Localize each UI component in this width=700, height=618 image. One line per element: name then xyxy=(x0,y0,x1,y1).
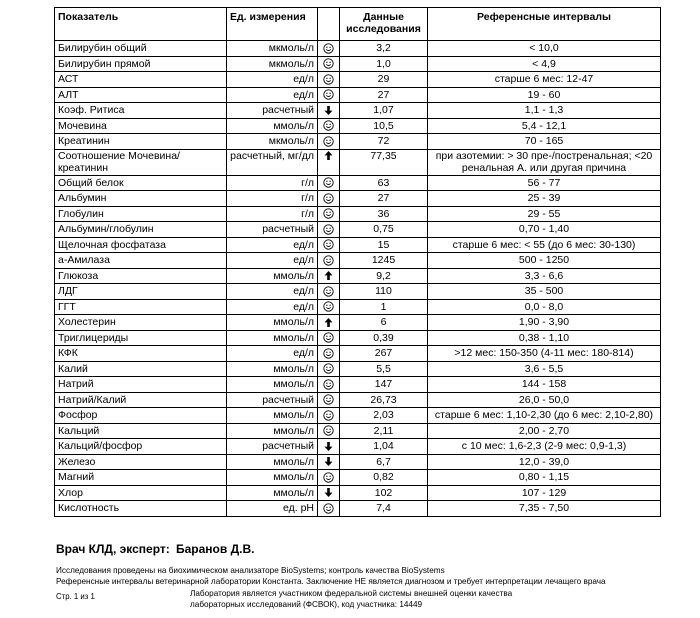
result-value: 9,2 xyxy=(340,268,428,284)
parameter-unit: ммоль/л xyxy=(227,485,318,501)
smile-icon xyxy=(323,425,334,436)
smile-icon xyxy=(323,136,334,147)
parameter-name: Магний xyxy=(55,470,227,486)
parameter-name: Натрий/Калий xyxy=(55,392,227,408)
reference-range: 144 - 158 xyxy=(428,377,661,393)
parameter-unit: ед/л xyxy=(227,284,318,300)
smile-icon xyxy=(323,410,334,421)
table-row xyxy=(55,175,661,191)
parameter-unit: ед/л xyxy=(227,237,318,253)
parameter-name: КФК xyxy=(55,346,227,362)
parameter-name: Калий xyxy=(55,361,227,377)
table-row xyxy=(55,118,661,134)
parameter-name: Фосфор xyxy=(55,408,227,424)
result-value: 2,11 xyxy=(340,423,428,439)
table-row xyxy=(55,72,661,88)
parameter-unit: г/л xyxy=(227,191,318,207)
parameter-unit: расчетный xyxy=(227,392,318,408)
result-value: 1 xyxy=(340,299,428,315)
parameter-unit: ммоль/л xyxy=(227,315,318,331)
parameter-name: Коэф. Ритиса xyxy=(55,103,227,119)
status-cell xyxy=(318,103,340,119)
status-cell xyxy=(318,206,340,222)
parameter-name: ЛДГ xyxy=(55,284,227,300)
parameter-name: Холестерин xyxy=(55,315,227,331)
parameter-unit: ммоль/л xyxy=(227,408,318,424)
parameter-unit: расчетный xyxy=(227,439,318,455)
table-row xyxy=(55,439,661,455)
table-row xyxy=(55,191,661,207)
reference-range: старше 6 мес: 12-47 xyxy=(428,72,661,88)
parameter-name: Натрий xyxy=(55,377,227,393)
reference-range: 107 - 129 xyxy=(428,485,661,501)
lab-accreditation-line2: лабораторных исследований (ФСВОК), код участника: 14449 xyxy=(190,599,423,609)
status-cell xyxy=(318,56,340,72)
status-cell xyxy=(318,408,340,424)
result-value: 27 xyxy=(340,191,428,207)
result-value: 0,82 xyxy=(340,470,428,486)
reference-range: 0,70 - 1,40 xyxy=(428,222,661,238)
reference-range: < 10,0 xyxy=(428,41,661,57)
status-cell xyxy=(318,501,340,517)
status-cell xyxy=(318,118,340,134)
reference-range: старше 6 мес: 1,10-2,30 (до 6 мес: 2,10-2,80) xyxy=(428,408,661,424)
result-value: 102 xyxy=(340,485,428,501)
smile-icon xyxy=(323,379,334,390)
parameter-unit: ед/л xyxy=(227,87,318,103)
status-cell xyxy=(318,268,340,284)
arrow-up-icon xyxy=(323,150,334,161)
table-row xyxy=(55,87,661,103)
result-value: 1,04 xyxy=(340,439,428,455)
result-value: 267 xyxy=(340,346,428,362)
parameter-name: Креатинин xyxy=(55,134,227,150)
reference-range: 29 - 55 xyxy=(428,206,661,222)
status-cell xyxy=(318,191,340,207)
status-cell xyxy=(318,330,340,346)
table-row xyxy=(55,237,661,253)
smile-icon xyxy=(323,58,334,69)
parameter-unit: ммоль/л xyxy=(227,361,318,377)
header-value: Данные исследования xyxy=(340,8,428,41)
parameter-name: Билирубин прямой xyxy=(55,56,227,72)
reference-range: старше 6 мес: < 55 (до 6 мес: 30-130) xyxy=(428,237,661,253)
table-row xyxy=(55,284,661,300)
arrow-down-icon xyxy=(323,456,334,467)
table-row xyxy=(55,149,661,175)
result-value: 5,5 xyxy=(340,361,428,377)
doctor-name: Баранов Д.В. xyxy=(176,542,255,556)
reference-range: 12,0 - 39,0 xyxy=(428,454,661,470)
result-value: 36 xyxy=(340,206,428,222)
arrow-down-icon xyxy=(323,105,334,116)
parameter-unit: ммоль/л xyxy=(227,268,318,284)
result-value: 3,2 xyxy=(340,41,428,57)
reference-range: 1,90 - 3,90 xyxy=(428,315,661,331)
reference-range: 500 - 1250 xyxy=(428,253,661,269)
smile-icon xyxy=(323,503,334,514)
parameter-unit: мкмоль/л xyxy=(227,56,318,72)
status-cell xyxy=(318,41,340,57)
table-row xyxy=(55,56,661,72)
parameter-name: Мочевина xyxy=(55,118,227,134)
parameter-unit: расчетный, мг/дл xyxy=(227,149,318,175)
status-cell xyxy=(318,315,340,331)
header-unit: Ед. измерения xyxy=(227,8,318,41)
status-cell xyxy=(318,299,340,315)
result-value: 1,07 xyxy=(340,103,428,119)
lab-accreditation xyxy=(190,589,512,610)
table-row xyxy=(55,408,661,424)
result-value: 0,39 xyxy=(340,330,428,346)
table-row xyxy=(55,470,661,486)
header-reference: Референсные интервалы xyxy=(428,8,661,41)
status-cell xyxy=(318,222,340,238)
parameter-unit: ед/л xyxy=(227,346,318,362)
status-cell xyxy=(318,237,340,253)
table-row xyxy=(55,423,661,439)
status-cell xyxy=(318,423,340,439)
status-cell xyxy=(318,392,340,408)
status-cell xyxy=(318,134,340,150)
table-row xyxy=(55,377,661,393)
status-cell xyxy=(318,175,340,191)
parameter-name: Кальций/фосфор xyxy=(55,439,227,455)
smile-icon xyxy=(323,208,334,219)
result-value: 7,4 xyxy=(340,501,428,517)
status-cell xyxy=(318,470,340,486)
table-row xyxy=(55,330,661,346)
results-table xyxy=(54,7,661,517)
parameter-name: Общий белок xyxy=(55,175,227,191)
parameter-unit: ед/л xyxy=(227,253,318,269)
parameter-unit: ед/л xyxy=(227,72,318,88)
reference-range: 25 - 39 xyxy=(428,191,661,207)
status-cell xyxy=(318,253,340,269)
parameter-unit: г/л xyxy=(227,175,318,191)
parameter-unit: расчетный xyxy=(227,222,318,238)
parameter-unit: ммоль/л xyxy=(227,423,318,439)
table-row xyxy=(55,134,661,150)
reference-range: при азотемии: > 30 пре-/постренальная; <20 ренальная А. или другая причина xyxy=(428,149,661,175)
reference-range: 2,00 - 2,70 xyxy=(428,423,661,439)
smile-icon xyxy=(323,177,334,188)
smile-icon xyxy=(323,332,334,343)
table-row xyxy=(55,501,661,517)
parameter-unit: ммоль/л xyxy=(227,470,318,486)
result-value: 0,75 xyxy=(340,222,428,238)
result-value: 63 xyxy=(340,175,428,191)
parameter-name: АЛТ xyxy=(55,87,227,103)
arrow-up-icon xyxy=(323,270,334,281)
result-value: 1,0 xyxy=(340,56,428,72)
table-row xyxy=(55,253,661,269)
reference-range: >12 мес: 150-350 (4-11 мес: 180-814) xyxy=(428,346,661,362)
status-cell xyxy=(318,72,340,88)
status-cell xyxy=(318,439,340,455)
smile-icon xyxy=(323,89,334,100)
result-value: 26,73 xyxy=(340,392,428,408)
analyzer-note: Исследования проведены на биохимическом анализаторе BioSystems; контроль качества BioSystems xyxy=(56,566,445,575)
status-cell xyxy=(318,149,340,175)
table-row xyxy=(55,268,661,284)
result-value: 6 xyxy=(340,315,428,331)
parameter-unit: ед/л xyxy=(227,299,318,315)
table-row xyxy=(55,346,661,362)
smile-icon xyxy=(323,239,334,250)
parameter-name: АСТ xyxy=(55,72,227,88)
parameter-name: Триглицериды xyxy=(55,330,227,346)
status-cell xyxy=(318,361,340,377)
lab-accreditation-line1: Лаборатория является участником федеральной системы внешней оценки качества xyxy=(190,589,513,598)
result-value: 77,35 xyxy=(340,149,428,175)
reference-range: 3,6 - 5,5 xyxy=(428,361,661,377)
table-row xyxy=(55,454,661,470)
status-cell xyxy=(318,377,340,393)
table-row xyxy=(55,392,661,408)
result-value: 2,03 xyxy=(340,408,428,424)
result-value: 147 xyxy=(340,377,428,393)
smile-icon xyxy=(323,74,334,85)
parameter-unit: ед. pH xyxy=(227,501,318,517)
status-cell xyxy=(318,87,340,103)
reference-range: 70 - 165 xyxy=(428,134,661,150)
smile-icon xyxy=(323,286,334,297)
status-cell xyxy=(318,454,340,470)
table-row xyxy=(55,103,661,119)
smile-icon xyxy=(323,301,334,312)
result-value: 1245 xyxy=(340,253,428,269)
result-value: 6,7 xyxy=(340,454,428,470)
table-row xyxy=(55,41,661,57)
reference-range: 1,1 - 1,3 xyxy=(428,103,661,119)
parameter-name: Глюкоза xyxy=(55,268,227,284)
reference-note: Референсные интервалы ветеринарной лаборатории Константа. Заключение НЕ является диагнозом и требует интерпретации лечащего врача xyxy=(56,577,606,586)
parameter-name: Альбумин xyxy=(55,191,227,207)
parameter-name: Соотношение Мочевина/креатинин xyxy=(55,149,227,175)
result-value: 15 xyxy=(340,237,428,253)
status-cell xyxy=(318,284,340,300)
parameter-name: Щелочная фосфатаза xyxy=(55,237,227,253)
parameter-name: а-Амилаза xyxy=(55,253,227,269)
parameter-unit: ммоль/л xyxy=(227,377,318,393)
smile-icon xyxy=(323,255,334,266)
parameter-unit: мкмоль/л xyxy=(227,134,318,150)
smile-icon xyxy=(323,348,334,359)
parameter-name: Кальций xyxy=(55,423,227,439)
smile-icon xyxy=(323,224,334,235)
reference-range: 26,0 - 50,0 xyxy=(428,392,661,408)
parameter-name: Альбумин/глобулин xyxy=(55,222,227,238)
parameter-unit: ммоль/л xyxy=(227,454,318,470)
parameter-unit: ммоль/л xyxy=(227,118,318,134)
table-row xyxy=(55,315,661,331)
parameter-unit: расчетный xyxy=(227,103,318,119)
table-row xyxy=(55,222,661,238)
smile-icon xyxy=(323,394,334,405)
reference-range: 0,0 - 8,0 xyxy=(428,299,661,315)
result-value: 10,5 xyxy=(340,118,428,134)
smile-icon xyxy=(323,120,334,131)
header-flag xyxy=(318,8,340,41)
arrow-down-icon xyxy=(323,487,334,498)
parameter-name: Кислотность xyxy=(55,501,227,517)
parameter-name: Билирубин общий xyxy=(55,41,227,57)
table-row xyxy=(55,299,661,315)
reference-range: 0,38 - 1,10 xyxy=(428,330,661,346)
page-number: Стр. 1 из 1 xyxy=(56,592,95,601)
parameter-name: ГГТ xyxy=(55,299,227,315)
status-cell xyxy=(318,485,340,501)
reference-range: < 4,9 xyxy=(428,56,661,72)
parameter-unit: мкмоль/л xyxy=(227,41,318,57)
doctor-role: Врач КЛД, эксперт: xyxy=(56,542,170,556)
result-value: 72 xyxy=(340,134,428,150)
reference-range: 19 - 60 xyxy=(428,87,661,103)
result-value: 29 xyxy=(340,72,428,88)
reference-range: 5,4 - 12,1 xyxy=(428,118,661,134)
reference-range: 56 - 77 xyxy=(428,175,661,191)
parameter-name: Хлор xyxy=(55,485,227,501)
table-row xyxy=(55,361,661,377)
header-parameter: Показатель xyxy=(55,8,227,41)
table-row xyxy=(55,485,661,501)
result-value: 110 xyxy=(340,284,428,300)
arrow-down-icon xyxy=(323,441,334,452)
reference-range: 35 - 500 xyxy=(428,284,661,300)
doctor-signature xyxy=(56,542,255,556)
parameter-name: Железо xyxy=(55,454,227,470)
smile-icon xyxy=(323,43,334,54)
reference-range: 0,80 - 1,15 xyxy=(428,470,661,486)
reference-range: с 10 мес: 1,6-2,3 (2-9 мес: 0,9-1,3) xyxy=(428,439,661,455)
smile-icon xyxy=(323,193,334,204)
table-header-row xyxy=(55,8,661,41)
parameter-name: Глобулин xyxy=(55,206,227,222)
smile-icon xyxy=(323,472,334,483)
table-row xyxy=(55,206,661,222)
parameter-unit: г/л xyxy=(227,206,318,222)
smile-icon xyxy=(323,363,334,374)
arrow-up-icon xyxy=(323,317,334,328)
reference-range: 3,3 - 6,6 xyxy=(428,268,661,284)
reference-range: 7,35 - 7,50 xyxy=(428,501,661,517)
result-value: 27 xyxy=(340,87,428,103)
parameter-unit: ммоль/л xyxy=(227,330,318,346)
status-cell xyxy=(318,346,340,362)
